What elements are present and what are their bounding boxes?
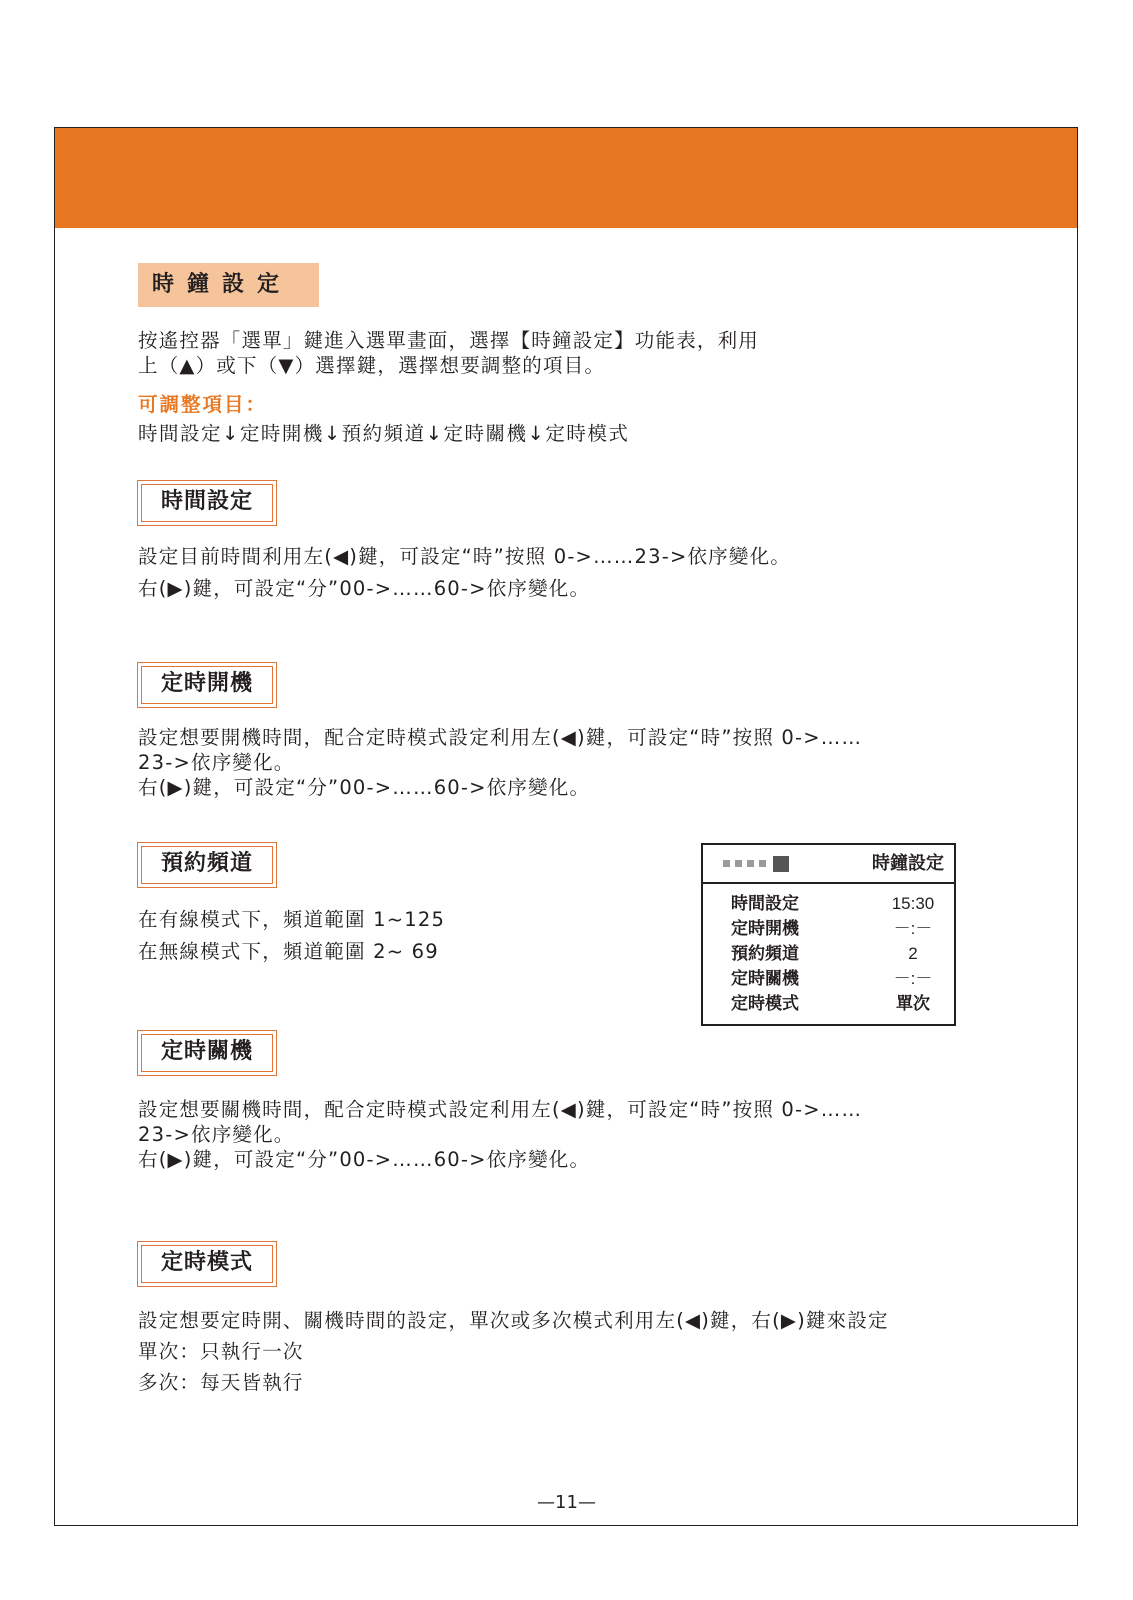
body-line: 在無線模式下，頻道範圍 2~ 69 bbox=[138, 940, 439, 963]
section-title-text: 定時模式 bbox=[141, 1245, 273, 1283]
osd-menu-row bbox=[703, 991, 954, 1016]
osd-row-value: －:－ bbox=[893, 969, 933, 988]
osd-row-value: 單次 bbox=[896, 994, 930, 1013]
body-line: 右(▶)鍵，可設定“分”00->……60->依序變化。 bbox=[138, 577, 591, 600]
page-number: —11— bbox=[537, 1492, 596, 1513]
section-title-text: 時間設定 bbox=[141, 484, 273, 522]
body-line: 23->依序變化。 bbox=[138, 1123, 295, 1146]
page-title: 時鐘設定 bbox=[138, 263, 319, 307]
body-line: 23->依序變化。 bbox=[138, 751, 295, 774]
section-title-text: 定時關機 bbox=[141, 1034, 273, 1072]
osd-menu-row bbox=[703, 966, 954, 991]
section-title-text: 定時開機 bbox=[141, 666, 273, 704]
osd-row-label: 定時模式 bbox=[731, 994, 799, 1013]
adjustable-items-label: 可調整項目： bbox=[138, 393, 268, 416]
osd-row-label: 預約頻道 bbox=[731, 944, 799, 963]
section-body-time-setting bbox=[138, 541, 791, 605]
intro-line: 上（▲）或下（▼）選擇鍵，選擇想要調整的項目。 bbox=[138, 354, 606, 377]
osd-menu-title: 時鐘設定 bbox=[872, 853, 944, 873]
body-line: 設定想要開機時間，配合定時模式設定利用左(◀)鍵，可設定“時”按照 0->…… bbox=[138, 726, 863, 749]
section-body-timer-on bbox=[138, 725, 862, 800]
body-line: 單次：只執行一次 bbox=[138, 1340, 304, 1363]
osd-row-label: 時間設定 bbox=[731, 894, 799, 913]
body-line: 設定想要定時開、關機時間的設定，單次或多次模式利用左(◀)鍵，右(▶)鍵來設定 bbox=[138, 1309, 889, 1332]
osd-row-value: 2 bbox=[908, 944, 918, 963]
body-line: 設定目前時間利用左(◀)鍵，可設定“時”按照 0->……23->依序變化。 bbox=[138, 545, 791, 568]
body-line: 多次：每天皆執行 bbox=[138, 1371, 304, 1394]
body-line: 設定想要關機時間，配合定時模式設定利用左(◀)鍵，可設定“時”按照 0->…… bbox=[138, 1098, 863, 1121]
body-line: 右(▶)鍵，可設定“分”00->……60->依序變化。 bbox=[138, 1148, 591, 1171]
osd-menu-row bbox=[703, 941, 954, 966]
section-title-text: 預約頻道 bbox=[141, 846, 273, 884]
intro-paragraph bbox=[138, 328, 759, 378]
osd-row-value: 15:30 bbox=[891, 894, 935, 913]
adjustable-items-list: 時間設定↓定時開機↓預約頻道↓定時關機↓定時模式 bbox=[138, 422, 630, 445]
section-title-preset-channel bbox=[137, 842, 277, 888]
menu-tab-icon bbox=[723, 855, 789, 872]
section-body-preset-channel bbox=[138, 904, 445, 968]
osd-menu-header bbox=[703, 845, 954, 884]
header-bar bbox=[55, 128, 1077, 228]
intro-line: 按遙控器「選單」鍵進入選單畫面，選擇【時鐘設定】功能表，利用 bbox=[138, 329, 760, 352]
osd-menu-row bbox=[703, 916, 954, 941]
section-title-time-setting bbox=[137, 480, 277, 526]
section-body-timer-mode bbox=[138, 1305, 889, 1398]
section-title-timer-off bbox=[137, 1030, 277, 1076]
body-line: 在有線模式下，頻道範圍 1~125 bbox=[138, 908, 446, 931]
osd-menu-panel bbox=[701, 843, 956, 1026]
osd-row-label: 定時開機 bbox=[731, 919, 799, 938]
osd-row-label: 定時關機 bbox=[731, 969, 799, 988]
section-title-timer-mode bbox=[137, 1241, 277, 1287]
body-line: 右(▶)鍵，可設定“分”00->……60->依序變化。 bbox=[138, 776, 591, 799]
osd-menu-rows bbox=[703, 884, 954, 1016]
section-body-timer-off bbox=[138, 1097, 862, 1172]
section-title-timer-on bbox=[137, 662, 277, 708]
osd-row-value: －:－ bbox=[893, 919, 933, 938]
osd-menu-row bbox=[703, 891, 954, 916]
